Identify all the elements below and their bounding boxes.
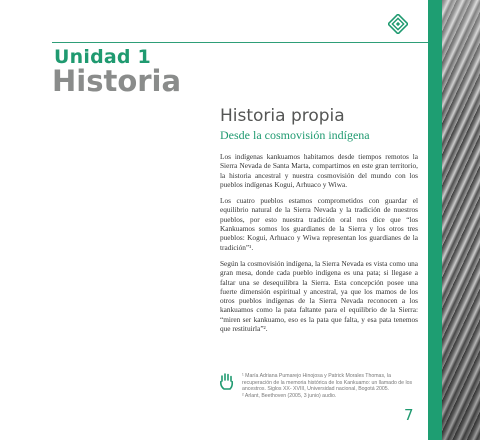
unit-title: Historia	[52, 64, 182, 98]
paragraph: Los indígenas kankuamos habitamos desde tiempos remotos la Sierra Nevada de Santa Marta, compartimos en este gran territorio, la historia ancestral y nuestra cosmovisión del mundo con los pueblos indígenas Kogui, Arhuaco y Wiwa.	[220, 152, 418, 189]
footnote: ¹ María Adriana Pumarejo Hinojosa y Patrick Morales Thomas, la recuperación de la memoria histórica de los Kankuamo: un llamado de los ancestros. Siglos XX- XVIII, Universidad nacional, Bogotá 2005.	[242, 373, 413, 393]
paragraph: Los cuatro pueblos estamos comprometidos con guardar el equilibrio natural de la Sierra Nevada y la tradición de nuestros pueblos, por esto nuestra tradición oral nos dice que “los Kankuamos somos los guardianes de la Sierra y los otros tres pueblos: Kogui, Arhuaco y Wiwa representan los guardianes de la tradición”¹.	[220, 196, 418, 252]
section-subtitle: Desde la cosmovisión indígena	[220, 128, 370, 142]
body-text	[220, 152, 418, 340]
unit-label: Unidad 1	[54, 46, 151, 68]
header-divider	[52, 42, 428, 43]
hand-icon	[218, 372, 236, 392]
diamond-logo-icon	[388, 14, 408, 34]
section-title: Historia propia	[220, 106, 345, 126]
footnote: ² Arlant, Beethoven (2005, 3 junio) audio.	[242, 392, 337, 399]
side-accent-bar	[428, 0, 442, 440]
paragraph: Según la cosmovisión indígena, la Sierra Nevada es vista como una gran mesa, donde cada pueblo indígena es una pata; si llegase a faltar una se desequilibra la Sierra. Esta concepción posee una fuerte dimensión espiritual y ancestral, ya que los mamos de los otros pueblos indígenas de la Sierra Nevada reconocen a los kankuamos como la pata faltante para el equilibrio de la Sierra: “miren ser kankuamo, eso es la pata que falta, y esa pata tenemos que restituirla”².	[220, 258, 418, 334]
footnotes	[242, 373, 418, 399]
page-number: 7	[404, 406, 414, 424]
